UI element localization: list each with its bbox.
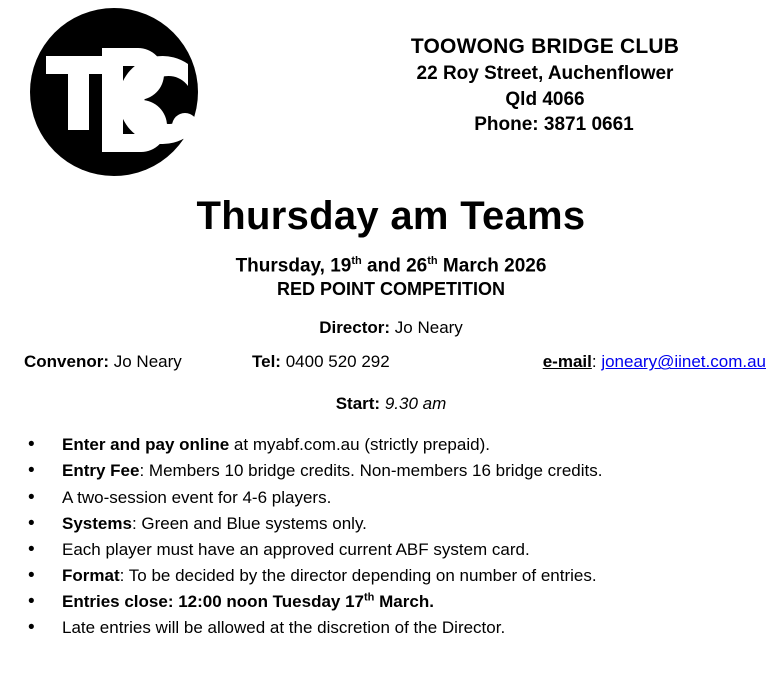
note-text: : Members 10 bridge credits. Non-members 16 bridge credits. [139,461,603,481]
director-label: Director: [319,318,391,338]
note-text: : To be decided by the director depending on number of entries. [119,566,597,586]
contact-row [0,352,782,378]
convenor-label: Convenor: [24,352,109,372]
event-competition-type: RED POINT COMPETITION [276,279,505,300]
tel-label: Tel: [252,352,281,372]
telephone-block [252,352,390,372]
event-title: Thursday am Teams [196,194,586,238]
director-name: Jo Neary [394,318,463,338]
list-item [20,589,768,614]
tel-number: 0400 520 292 [285,352,390,372]
notes-list [0,432,782,640]
event-dates-ordinal-1: th [351,255,362,267]
list-item [20,458,768,483]
email-block [543,352,766,372]
note-bold-tail: March. [374,592,434,612]
email-link[interactable]: joneary@iinet.com.au [601,352,766,372]
list-item [20,432,768,457]
list-item [20,537,768,562]
note-bold: Enter and pay online [62,435,230,455]
list-item [20,563,768,588]
note-bold-main: Entries close: 12:00 noon Tuesday 17 [62,592,365,612]
note-text: : Green and Blue systems only. [131,513,367,533]
email-label: e-mail [542,352,592,372]
list-item [20,615,768,640]
club-name: TOOWONG BRIDGE CLUB [410,35,680,58]
event-dates-suffix: March 2026 [437,255,547,277]
event-dates-ordinal-2: th [427,255,438,267]
list-item [20,485,768,510]
note-bold: Entry Fee [62,461,140,481]
note-bold: Format [62,566,120,586]
note-text: at myabf.com.au (strictly prepaid). [229,435,490,455]
club-address: 22 Roy Street, Auchenflower [416,62,674,84]
note-text: Each player must have an approved current ABF system card. [62,539,530,559]
convenor-name: Jo Neary [113,352,182,372]
event-dates-mid: and 26 [361,255,428,277]
list-item [20,511,768,536]
convenor-block [24,352,182,372]
club-logo [28,8,208,176]
club-city-postcode: Qld 4066 [505,88,585,110]
director-line [0,318,782,338]
note-text: Late entries will be allowed at the discretion of the Director. [62,618,506,638]
start-label: Start: [335,394,381,414]
event-dates [0,255,782,277]
start-time: 9.30 am [384,394,447,414]
note-bold: Systems [62,513,132,533]
header [0,0,782,180]
start-time-line [0,394,782,414]
event-dates-prefix: Thursday, 19 [235,255,352,277]
note-bold-ordinal: th [364,591,375,604]
club-info-block [330,34,760,138]
email-separator: : [591,352,597,372]
note-bold [62,592,434,611]
club-phone: Phone: 3871 0661 [474,114,634,136]
note-text: A two-session event for 4-6 players. [62,487,332,507]
